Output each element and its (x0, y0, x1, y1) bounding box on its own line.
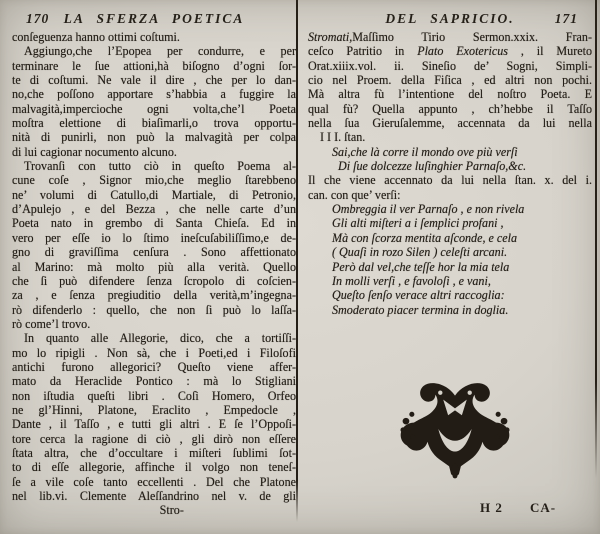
text-segment: Plato Exotericus (417, 44, 508, 59)
text-segment: non iſtudia queſti libri . Coſì Homero, Orfeo (12, 388, 296, 403)
text-line (308, 303, 592, 317)
text-segment: che ſi può difendere ſenza ſcropolo di coſcien- (12, 273, 296, 288)
text-segment: conſeguenza hanno ottimi coſtumi. (12, 30, 180, 44)
text-line (308, 288, 592, 302)
text-segment: terminare le ſue attioni,hà biſogno d’ogni ſor- (12, 58, 296, 73)
right-page-footer (308, 500, 592, 516)
text-line (12, 303, 296, 317)
text-line (308, 130, 592, 144)
text-line (12, 116, 296, 130)
text-segment: Queſto ſenſo verace altri raccoglia: (332, 288, 505, 303)
text-line (12, 245, 296, 259)
text-line (12, 432, 296, 446)
text-line (12, 145, 296, 159)
text-segment: Il che viene accennato da lui nella ſtan. x. del i. (308, 173, 592, 188)
text-segment: Mà altra fù l’intentione del noſtro Poeta. E (308, 87, 592, 102)
text-segment: di lui cagionar nocumento alcuno. (12, 144, 177, 159)
text-segment: mo lo ripigli . Non sà, che i Poeti,ed i Filoſofi (12, 345, 296, 360)
text-segment: za , e ſenza pregiuditio della verità,m’ingegna- (12, 288, 296, 303)
text-segment: nità di punirli, non può la malvagità per colpa (12, 130, 296, 145)
text-segment: qual fù? Quella appunto , ch’hebbe il Taſſo (308, 101, 592, 116)
text-line (12, 288, 296, 302)
text-line (12, 346, 296, 360)
text-line (308, 231, 592, 245)
left-page-number: 170 (26, 11, 50, 26)
text-segment: nella ſua Gieruſalemme, accennata da lui nella (308, 116, 592, 131)
text-segment: Però dal vel,che teſſe hor la mia tela (332, 259, 510, 274)
text-segment: Gli alti miſteri a i ſemplici profani , (332, 216, 504, 231)
text-segment: d’Apulejo , e del Bezza , che nelle carte d’un (12, 202, 296, 217)
text-segment: ſtata altra, che d’occultare i miſteri ſublimi ſot- (12, 445, 296, 460)
left-running-title: LA SFERZA POETICA (63, 11, 245, 26)
text-line (12, 489, 296, 503)
right-catchword: CA- (530, 500, 557, 515)
text-segment: antichi furono allegorici? Queſto viene affer- (12, 359, 296, 374)
text-segment: moſtra elettione di biaſimarli,o trova opportu- (12, 116, 296, 131)
text-segment: ſe a vile coſe tanto eccellenti . Del che Platone (12, 474, 296, 489)
text-line (12, 446, 296, 460)
text-segment: to di eſſe allegorie, affinche il volgo non teneſ- (12, 460, 296, 475)
text-line (12, 331, 296, 345)
text-line (308, 245, 592, 259)
text-line (12, 87, 296, 101)
text-segment: rò difenderlo : quello, che non ſi può lo laſſa- (12, 302, 296, 317)
signature-mark: H 2 (480, 500, 503, 515)
text-line (308, 159, 592, 173)
text-line (12, 475, 296, 489)
left-running-head (12, 10, 296, 30)
text-line (12, 317, 296, 331)
text-segment: Mà con ſcorza mentita aſconde, e cela (332, 230, 518, 245)
text-line (12, 403, 296, 417)
tailpiece-ornament-icon (396, 378, 514, 480)
text-line (308, 59, 592, 73)
text-segment: Smoderato piacer termina in doglia. (332, 302, 509, 317)
text-segment: Stro- (159, 503, 184, 518)
text-segment: nel lib.vi. Clemente Aleſſandrino nel v. de gli (12, 489, 296, 503)
center-divider-rule (296, 0, 298, 522)
text-line (308, 73, 592, 87)
text-line (308, 44, 592, 58)
text-line (12, 44, 296, 58)
text-line (12, 260, 296, 274)
text-line (12, 102, 296, 116)
text-segment: In molli verſi , e favoloſi , e vani, (332, 273, 491, 288)
text-segment: mato da Heraclide Pontico : mà lo Stigliani (12, 374, 296, 389)
text-segment: Orat.xiiix.vol. ii. Sineſio de’ Sogni, Simpli- (308, 58, 592, 73)
text-line (12, 274, 296, 288)
text-segment: , il Mureto (508, 44, 592, 59)
text-line (308, 188, 592, 202)
text-segment: Maſſimo Tirio Sermon.xxix. Fran- (352, 30, 592, 44)
text-line (12, 59, 296, 73)
text-line (308, 30, 592, 44)
left-page (12, 10, 296, 526)
text-line (12, 417, 296, 431)
text-line (12, 73, 296, 87)
text-line (308, 87, 592, 101)
text-line (12, 188, 296, 202)
text-segment: Poeta nato in grembo di Santa Chieſa. Ed in (12, 216, 296, 231)
text-segment: ceſco Patritio in (308, 44, 418, 59)
text-segment: I I I. ſtan. (320, 130, 366, 145)
text-segment: Trovanſi con tutto ciò in queſto Poema al- (24, 159, 296, 174)
text-segment: rò come’l trovo. (12, 316, 91, 331)
text-line (308, 173, 592, 187)
text-segment: no,che poſſono apportare s’habbia a fuggire la (12, 87, 296, 102)
text-segment: ne gl’Hinni, Platone, Eraclito , Empedocle , (12, 402, 296, 417)
text-line (308, 260, 592, 274)
text-segment: gno di graviſſima cenſura . Sono affettionato (12, 245, 296, 260)
text-line (12, 503, 296, 517)
right-page-number: 171 (554, 11, 578, 26)
text-segment: Stromati, (308, 30, 353, 44)
text-segment: can. con que’ verſi: (308, 187, 401, 202)
left-page-body (12, 30, 296, 518)
text-line (308, 145, 592, 159)
text-line (12, 374, 296, 388)
text-segment: vero per eſſe io lo ſtimo ineſcuſabiliſſimo,e de- (12, 230, 296, 245)
text-line (12, 202, 296, 216)
right-page-body (308, 30, 592, 317)
text-segment: cio nel Proem. della Fiſica , ed altri non pochi. (308, 73, 592, 88)
text-segment: Dante , il Taſſo , e tutti gli altri . E ſe l’Oppoſi- (12, 417, 296, 432)
text-line (308, 116, 592, 130)
text-segment: ne’ volumi di Catullo,di Martiale, di Petronio, (12, 187, 296, 202)
text-line (12, 460, 296, 474)
right-page (308, 10, 592, 526)
text-line (12, 231, 296, 245)
text-line (12, 389, 296, 403)
text-segment: In quanto alle Allegorie, dico, che a tortiſſi- (24, 331, 296, 346)
text-segment: ( Quaſi in rozo Silen ) celeſti arcani. (332, 245, 508, 260)
text-segment: cune coſe , Signor mio,che meglio ſtarebbeno (12, 173, 296, 188)
text-segment: Di ſue dolcezze luſinghier Parnaſo,&c. (338, 159, 527, 174)
right-edge-rule (595, 0, 597, 478)
text-line (308, 202, 592, 216)
text-segment: al Marino: mà molto più alla verità. Quello (12, 259, 296, 274)
text-line (12, 216, 296, 230)
text-line (12, 159, 296, 173)
text-line (308, 216, 592, 230)
text-segment: Ombreggia il ver Parnaſo , e non rivela (332, 202, 525, 217)
text-line (308, 274, 592, 288)
text-segment: te di coſtumi. Ne vale il dire , che per lo dan- (12, 73, 296, 88)
text-line (12, 30, 296, 44)
text-segment: Aggiungo,che l’Epopea per condurre, e per (24, 44, 296, 59)
text-line (308, 102, 592, 116)
right-running-head (308, 10, 592, 30)
text-line (12, 173, 296, 187)
right-running-title: DEL SAPRICIO. (385, 11, 515, 26)
text-segment: tore cerca la ragione di ciò , gli dirò non eſſere (12, 431, 296, 446)
text-segment: malvagità,impercioche ogni volta,che’l Poeta (12, 101, 296, 116)
text-line (12, 360, 296, 374)
text-line (12, 130, 296, 144)
text-segment: Sai,che là corre il mondo ove più verſi (332, 144, 518, 159)
